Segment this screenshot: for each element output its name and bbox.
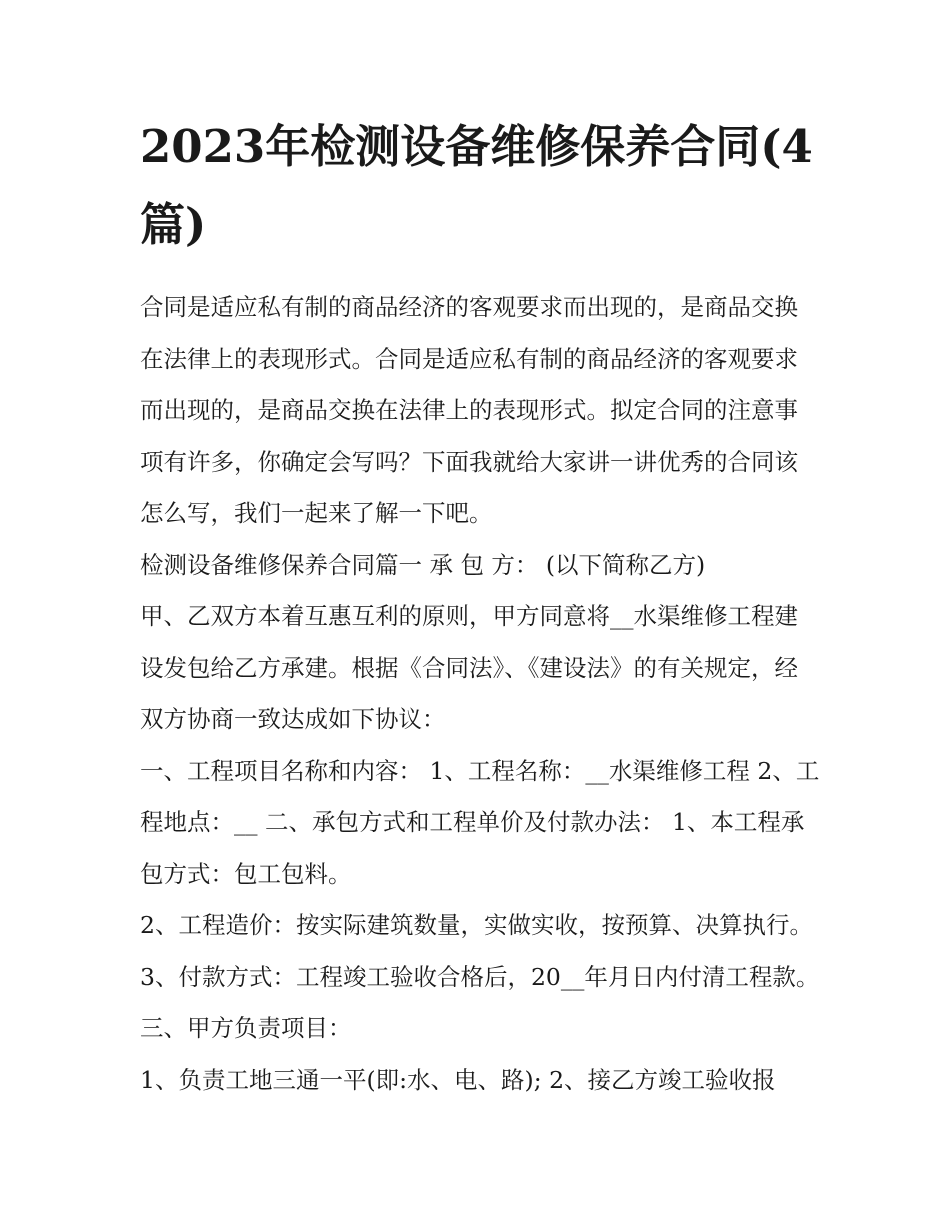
paragraph-contract-heading: 检测设备维修保养合同篇一 承 包 方： (以下简称乙方) [140,550,706,579]
document-page [140,108,820,1106]
paragraph-party-a-duties: 1、负责工地三通一平(即:水、电、路); 2、接乙方竣工验收报 [140,1065,776,1094]
paragraph-agreement: 甲、乙双方本着互惠互利的原则，甲方同意将__水渠维修工程建设发包给乙方承建。根据《合同法》、《建设法》的有关规定，经双方协商一致达成如下协议： [140,602,798,733]
document-title: 2023年检测设备维修保养合同(4篇) [140,120,813,251]
document-body [140,282,820,1106]
paragraph-intro: 合同是适应私有制的商品经济的客观要求而出现的，是商品交换在法律上的表现形式。合同是适应私有制的商品经济的客观要求而出现的，是商品交换在法律上的表现形式。拟定合同的注意事项有许多，你确定会写吗？下面我就给大家讲一讲优秀的合同该怎么写，我们一起来了解一下吧。 [140,293,798,527]
paragraph-project-info: 一、工程项目名称和内容： 1、工程名称：__水渠维修工程 2、工程地点：__ 二、承包方式和工程单价及付款办法： 1、本工程承包方式：包工包料。 [140,756,820,888]
paragraph-cost-payment: 2、工程造价：按实际建筑数量，实做实收，按预算、决算执行。 3、付款方式：工程竣工验收合格后，20__年月日内付清工程款。 三、甲方负责项目： [140,911,820,1042]
